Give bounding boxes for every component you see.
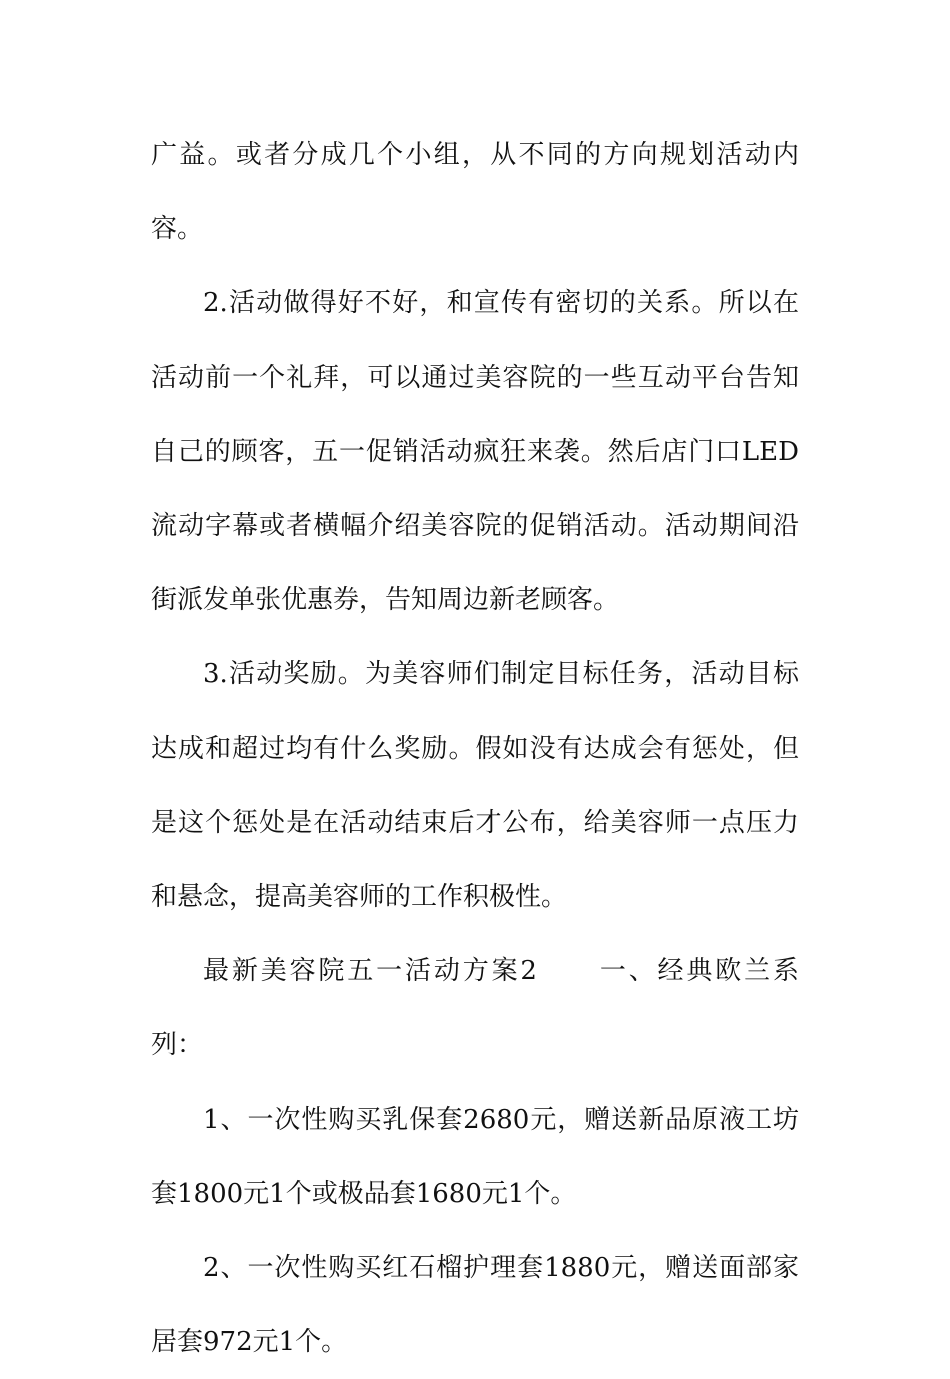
paragraph-publicity: 2.活动做得好不好，和宣传有密切的关系。所以在活动前一个礼拜，可以通过美容院的一些互动平台告知自己的顾客，五一促销活动疯狂来袭。然后店门口LED流动字幕或者横幅介绍美容院的促销活动。活动期间沿街派发单张优惠券，告知周边新老顾客。 xyxy=(151,288,799,616)
paragraph-offer-2: 2、一次性购买红石榴护理套1880元，赠送面部家居套972元1个。 xyxy=(151,1253,799,1358)
paragraph-continuation: 广益。或者分成几个小组，从不同的方向规划活动内容。 xyxy=(151,140,799,245)
section-title: 最新美容院五一活动方案2 xyxy=(203,956,537,987)
paragraph-offer-1: 1、一次性购买乳保套2680元，赠送新品原液工坊套1800元1个或极品套1680元1个。 xyxy=(151,1104,799,1209)
document-body xyxy=(151,118,799,1379)
section-subtitle: 一、经典欧兰系列： xyxy=(151,956,799,1061)
section-heading xyxy=(151,934,799,1082)
paragraph-rewards: 3.活动奖励。为美容师们制定目标任务，活动目标达成和超过均有什么奖励。假如没有达成会有惩处，但是这个惩处是在活动结束后才公布，给美容师一点压力和悬念，提高美容师的工作积极性。 xyxy=(151,659,799,913)
